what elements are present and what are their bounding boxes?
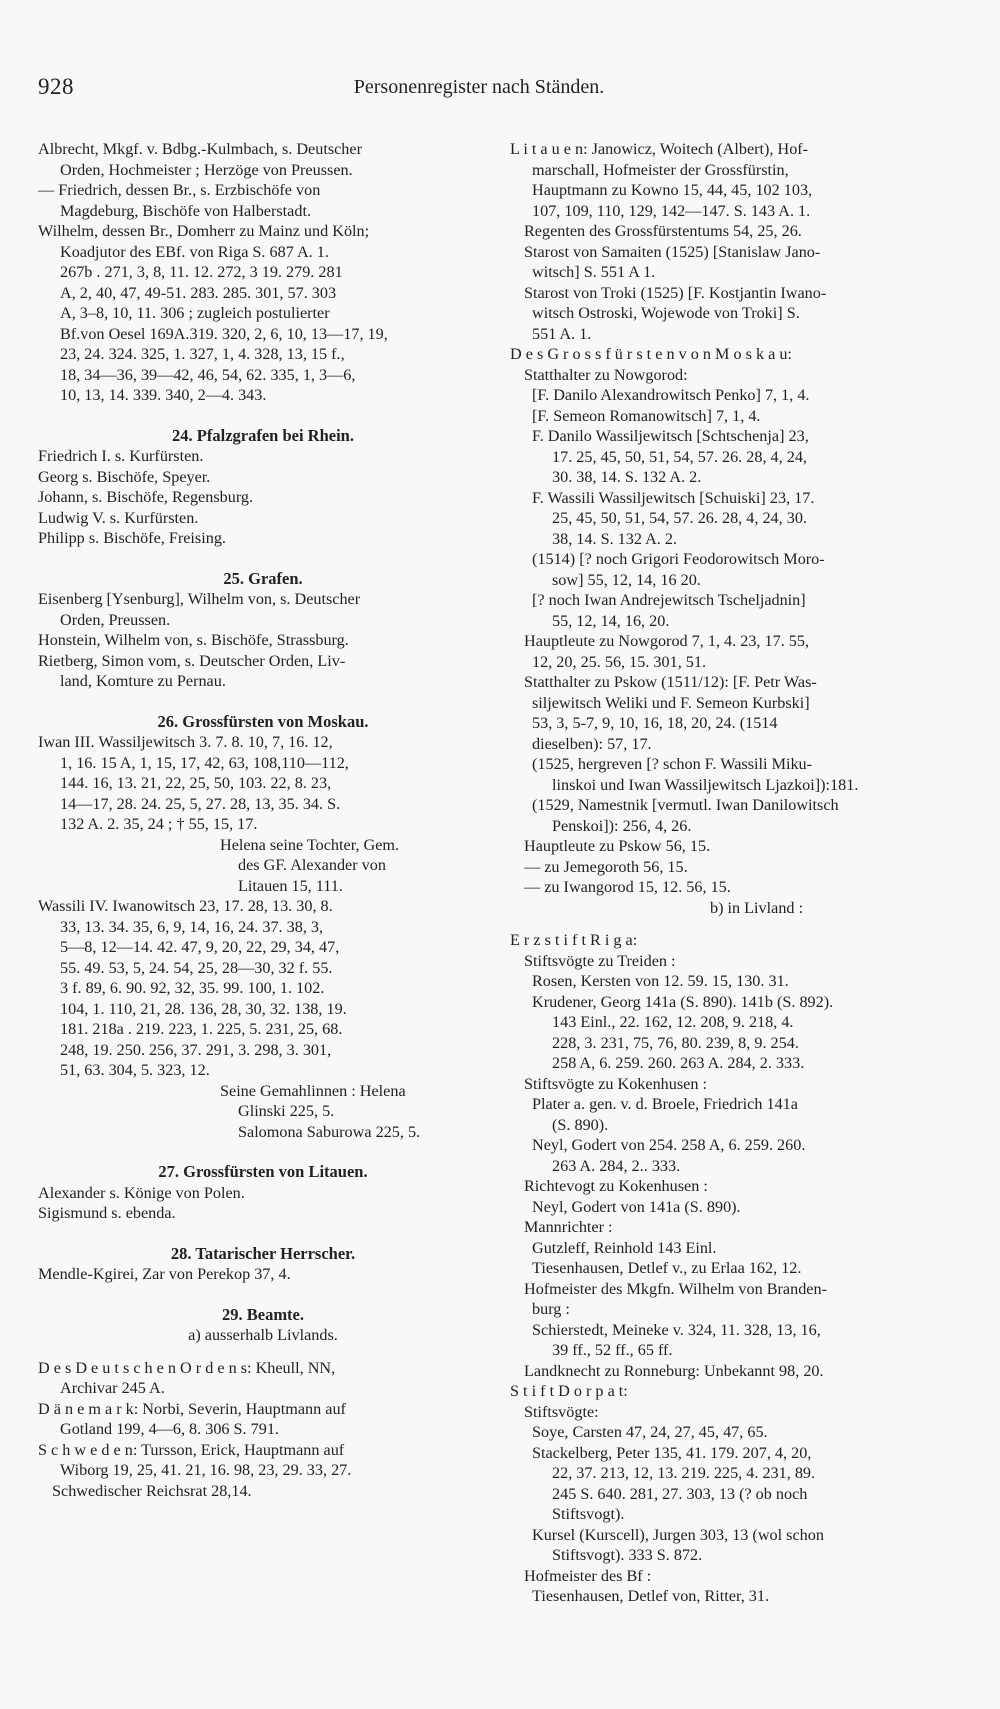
index-entry-line: 18, 34—36, 39—42, 46, 54, 62. 335, 1, 3—6, (60, 365, 356, 384)
index-entry-line: Gotland 199, 4—6, 8. 306 S. 791. (60, 1420, 279, 1438)
index-entry-line: 51, 63. 304, 5. 323, 12. (60, 1061, 210, 1079)
index-entry-line: Stiftsvögte zu Kokenhusen : (524, 1074, 707, 1093)
index-entry-line: Stiftsvogt). (552, 1505, 625, 1523)
index-entry-line: Orden, Hochmeister ; Herzöge von Preussen. (60, 160, 353, 179)
index-entry-line: 1, 16. 15 A, 1, 15, 17, 42, 63, 108,110—112, (60, 753, 349, 772)
index-entry-line: Neyl, Godert von 141a (S. 890). (532, 1197, 741, 1216)
index-entry-line: Starost von Samaiten (1525) [Stanislaw Jano- (524, 242, 821, 261)
index-entry-line: b) in Livland : (710, 898, 804, 917)
index-entry-line: Starost von Troki (1525) [F. Kostjantin Iwano- (524, 283, 827, 302)
index-entry-line: 14—17, 28. 24. 25, 5, 27. 28, 13, 35. 34. S. (60, 794, 341, 813)
section-heading: 27. Grossfürsten von Litauen. (158, 1162, 368, 1181)
index-entry-line: Seine Gemahlinnen : Helena (220, 1081, 406, 1100)
left-column (38, 139, 488, 1501)
index-entry-line: S t i f t D o r p a t: (510, 1382, 628, 1400)
index-entry-line: a) ausserhalb Livlands. (188, 1326, 338, 1344)
index-entry-line: 143 Einl., 22. 162, 12. 208, 9. 218, 4. (552, 1013, 794, 1031)
index-entry-line: 22, 37. 213, 12, 13. 219. 225, 4. 231, 89. (552, 1464, 816, 1482)
index-entry-line: Eisenberg [Ysenburg], Wilhelm von, s. Deutscher (38, 590, 361, 608)
index-entry-line: linskoi und Iwan Wassiljewitsch Ljazkoi]):181. (552, 775, 859, 794)
index-entry-line: dieselben): 57, 17. (532, 734, 652, 753)
index-entry-line: Tiesenhausen, Detlef von, Ritter, 31. (532, 1587, 770, 1605)
spacer (38, 406, 488, 426)
index-entry-line: Koadjutor des EBf. von Riga S. 687 A. 1. (60, 242, 329, 261)
index-entry-line: L i t a u e n: Janowicz, Woitech (Albert), Hof- (510, 140, 809, 158)
index-entry-line: 10, 13, 14. 339. 340, 2—4. 343. (60, 386, 267, 404)
index-entry-line: A, 2, 40, 47, 49-51. 283. 285. 301, 57. 303 (60, 283, 337, 302)
page-number: 928 (38, 74, 74, 99)
index-entry-line: 5—8, 12—14. 42. 47, 9, 20, 22, 29, 34, 47, (60, 938, 340, 956)
index-entry-line: (S. 890). (552, 1115, 609, 1134)
index-entry-line: 107, 109, 110, 129, 142—147. S. 143 A. 1. (532, 201, 811, 220)
index-entry-line: — zu Jemegoroth 56, 15. (524, 857, 688, 876)
index-entry-line: E r z s t i f t R i g a: (510, 931, 638, 949)
page-header (38, 74, 920, 104)
index-entry-line: 38, 14. S. 132 A. 2. (552, 529, 678, 548)
index-entry-line: [F. Danilo Alexandrowitsch Penko] 7, 1, 4. (532, 386, 810, 404)
index-entry-line: marschall, Hofmeister der Grossfürstin, (532, 160, 789, 179)
spacer (38, 1346, 488, 1358)
index-entry-line: 17. 25, 45, 50, 51, 54, 57. 26. 28, 4, 24, (552, 447, 807, 466)
index-entry-line: 25, 45, 50, 51, 54, 57. 26. 28, 4, 24, 30. (552, 509, 807, 527)
index-entry-line: (1514) [? noch Grigori Feodorowitsch Moro- (532, 550, 825, 568)
index-entry-line: Tiesenhausen, Detlef v., zu Erlaa 162, 12. (532, 1259, 802, 1277)
index-entry-line: witsch] S. 551 A 1. (532, 263, 656, 281)
index-entry-line: siljewitsch Weliki und F. Semeon Kurbski] (532, 693, 810, 712)
index-entry-line: Albrecht, Mkgf. v. Bdbg.-Kulmbach, s. Deutscher (38, 140, 362, 158)
index-entry-line: 551 A. 1. (532, 324, 592, 343)
index-entry-line: Rosen, Kersten von 12. 59. 15, 130. 31. (532, 972, 789, 990)
index-entry-line: Iwan III. Wassiljewitsch 3. 7. 8. 10, 7, 16. 12, (38, 733, 333, 751)
index-entry-line: Hofmeister des Bf : (524, 1566, 652, 1585)
index-entry-line: Landknecht zu Ronneburg: Unbekannt 98, 20. (524, 1361, 824, 1380)
spacer (38, 692, 488, 712)
index-entry-line: Helena seine Tochter, Gem. (220, 835, 400, 854)
index-entry-line: land, Komture zu Pernau. (60, 672, 226, 690)
index-entry-line: Krudener, Georg 141a (S. 890). 141b (S. 892). (532, 992, 834, 1011)
index-entry-line: [? noch Iwan Andrejewitsch Tscheljadnin] (532, 591, 806, 609)
index-entry-line: — zu Iwangorod 15, 12. 56, 15. (524, 878, 731, 896)
index-entry-line: Philipp s. Bischöfe, Freising. (38, 529, 226, 547)
index-entry-line: 181. 218a . 219. 223, 1. 225, 5. 231, 25, 68. (60, 1020, 343, 1038)
index-entry-line: Penskoi]): 256, 4, 26. (552, 816, 692, 835)
section-heading: 25. Grafen. (223, 568, 303, 588)
index-entry-line: Honstein, Wilhelm von, s. Bischöfe, Strassburg. (38, 631, 349, 649)
index-entry-line: (1529, Namestnik [vermutl. Iwan Danilowitsch (532, 796, 839, 814)
section-heading: 26. Grossfürsten von Moskau. (157, 711, 369, 731)
index-entry-line: Mannrichter : (524, 1218, 613, 1236)
index-entry-line: Stiftsvogt). 333 S. 872. (552, 1546, 703, 1564)
index-entry-line: 258 A, 6. 259. 260. 263 A. 284, 2. 333. (552, 1054, 805, 1072)
index-entry-line: Glinski 225, 5. (238, 1102, 335, 1120)
index-entry-line: Gutzleff, Reinhold 143 Einl. (532, 1238, 717, 1257)
right-column (510, 139, 960, 1607)
running-title: Personenregister nach Ständen. (353, 76, 605, 98)
index-entry-line: Friedrich I. s. Kurfürsten. (38, 447, 204, 465)
index-entry-line: 53, 3, 5-7, 9, 10, 16, 18, 20, 24. (1514 (532, 714, 778, 732)
section-heading: 28. Tatarischer Herrscher. (170, 1243, 356, 1263)
index-entry-line: Wiborg 19, 25, 41. 21, 16. 98, 23, 29. 33, 27. (60, 1461, 352, 1479)
index-entry-line: 144. 16, 13. 21, 22, 25, 50, 103. 22, 8. 23, (60, 774, 332, 792)
index-entry-line: 132 A. 2. 35, 24 ; † 55, 15, 17. (60, 815, 258, 833)
index-entry-line: A, 3–8, 10, 11. 306 ; zugleich postulierter (60, 304, 330, 322)
index-entry-line: Mendle-Kgirei, Zar von Perekop 37, 4. (38, 1265, 291, 1283)
index-entry-line: Archivar 245 A. (60, 1379, 165, 1397)
index-entry-line: 245 S. 640. 281, 27. 303, 13 (? ob noch (552, 1484, 808, 1503)
index-entry-line: Hauptleute zu Nowgorod 7, 1, 4. 23, 17. 55, (524, 632, 810, 650)
spacer (38, 1224, 488, 1244)
index-entry-line: D ä n e m a r k: Norbi, Severin, Hauptmann auf (38, 1399, 346, 1418)
index-entry-line: 12, 20, 25. 56, 15. 301, 51. (532, 652, 707, 671)
index-entry-line: Neyl, Godert von 254. 258 A, 6. 259. 260. (532, 1136, 806, 1154)
index-entry-line: Schwedischer Reichsrat 28,14. (52, 1481, 252, 1500)
index-entry-line: 33, 13. 34. 35, 6, 9, 14, 16, 24. 37. 38, 3, (60, 917, 324, 936)
index-entry-line: Kursel (Kurscell), Jurgen 303, 13 (wol schon (532, 1525, 824, 1544)
index-entry-line: Plater a. gen. v. d. Broele, Friedrich 141a (532, 1095, 798, 1113)
index-entry-line: Hauptleute zu Pskow 56, 15. (524, 837, 711, 855)
index-entry-line: 228, 3. 231, 75, 76, 80. 239, 8, 9. 254. (552, 1033, 799, 1052)
index-entry-line: Richtevogt zu Kokenhusen : (524, 1177, 708, 1195)
index-entry-line: Wassili IV. Iwanowitsch 23, 17. 28, 13. 30, 8. (38, 897, 333, 915)
index-entry-line: (1525, hergreven [? schon F. Wassili Miku- (532, 755, 813, 773)
index-entry-line: Statthalter zu Pskow (1511/12): [F. Petr Was- (524, 673, 817, 691)
index-entry-line: Soye, Carsten 47, 24, 27, 45, 47, 65. (532, 1423, 768, 1441)
index-entry-line: Wilhelm, dessen Br., Domherr zu Mainz und Köln; (38, 222, 370, 240)
index-entry-line: Ludwig V. s. Kurfürsten. (38, 508, 199, 527)
index-entry-line: 39 ff., 52 ff., 65 ff. (552, 1341, 673, 1359)
section-heading: 29. Beamte. (221, 1304, 305, 1324)
index-entry-line: Rietberg, Simon vom, s. Deutscher Orden, Liv- (38, 651, 346, 670)
index-entry-line: Statthalter zu Nowgorod: (524, 365, 688, 384)
spacer (38, 549, 488, 569)
index-entry-line: S c h w e d e n: Tursson, Erick, Hauptmann auf (38, 1440, 345, 1459)
index-entry-line: 263 A. 284, 2.. 333. (552, 1156, 681, 1175)
index-entry-line: 30. 38, 14. S. 132 A. 2. (552, 468, 702, 486)
index-entry-line: sow] 55, 12, 14, 16 20. (552, 570, 701, 589)
index-entry-line: Stackelberg, Peter 135, 41. 179. 207, 4, 20, (532, 1443, 812, 1462)
index-entry-line: Stiftsvögte: (524, 1402, 599, 1421)
index-entry-line: Hauptmann zu Kowno 15, 44, 45, 102 103, (532, 181, 813, 199)
index-entry-line: 23, 24. 324. 325, 1. 327, 1, 4. 328, 13, 15 f., (60, 345, 345, 363)
spacer (38, 1142, 488, 1162)
index-entry-line: Alexander s. Könige von Polen. (38, 1183, 245, 1202)
index-entry-line: Hofmeister des Mkgfn. Wilhelm von Branden- (524, 1279, 827, 1298)
index-entry-line: Georg s. Bischöfe, Speyer. (38, 467, 211, 486)
index-entry-line: F. Wassili Wassiljewitsch [Schuiski] 23, 17. (532, 488, 815, 507)
index-entry-line: F. Danilo Wassiljewitsch [Schtschenja] 23, (532, 427, 809, 445)
spacer (38, 1285, 488, 1305)
index-entry-line: des GF. Alexander von (238, 856, 386, 874)
index-entry-line: Sigismund s. ebenda. (38, 1204, 176, 1222)
index-entry-line: D e s D e u t s c h e n O r d e n s: Kheull, NN, (38, 1358, 336, 1377)
index-entry-line: witsch Ostroski, Wojewode von Troki] S. (532, 304, 800, 322)
index-entry-line: 104, 1. 110, 21, 28. 136, 28, 30, 32. 138, 19. (60, 999, 347, 1018)
index-entry-line: Magdeburg, Bischöfe von Halberstadt. (60, 201, 312, 220)
index-entry-line: 3 f. 89, 6. 90. 92, 32, 35. 99. 100, 1. 102. (60, 979, 325, 997)
index-entry-line: Regenten des Grossfürstentums 54, 25, 26. (524, 222, 802, 240)
index-entry-line: D e s G r o s s f ü r s t e n v o n M o s k a u: (510, 345, 792, 363)
index-entry-line: Bf.von Oesel 169A.319. 320, 2, 6, 10, 13—17, 19, (60, 324, 388, 343)
index-entry-line: burg : (532, 1300, 570, 1318)
index-entry-line: — Friedrich, dessen Br., s. Erzbischöfe von (38, 181, 321, 199)
index-entry-line: 55. 49. 53, 5, 24. 54, 25, 28—30, 32 f. 55. (60, 958, 333, 977)
index-entry-line: 267b . 271, 3, 8, 11. 12. 272, 3 19. 279. 281 (60, 263, 343, 281)
index-entry-line: 248, 19. 250. 256, 37. 291, 3. 298, 3. 301, (60, 1040, 332, 1059)
spacer (510, 918, 960, 930)
index-entry-line: 55, 12, 14, 16, 20. (552, 611, 670, 630)
index-entry-line: Schierstedt, Meineke v. 324, 11. 328, 13, 16, (532, 1320, 821, 1339)
index-entry-line: Litauen 15, 111. (238, 876, 343, 895)
index-entry-line: Orden, Preussen. (60, 610, 171, 629)
index-entry-line: [F. Semeon Romanowitsch] 7, 1, 4. (532, 406, 761, 425)
index-entry-line: Salomona Saburowa 225, 5. (238, 1122, 421, 1141)
section-heading: 24. Pfalzgrafen bei Rhein. (172, 425, 354, 445)
index-entry-line: Stiftsvögte zu Treiden : (524, 951, 676, 970)
index-entry-line: Johann, s. Bischöfe, Regensburg. (38, 488, 254, 506)
